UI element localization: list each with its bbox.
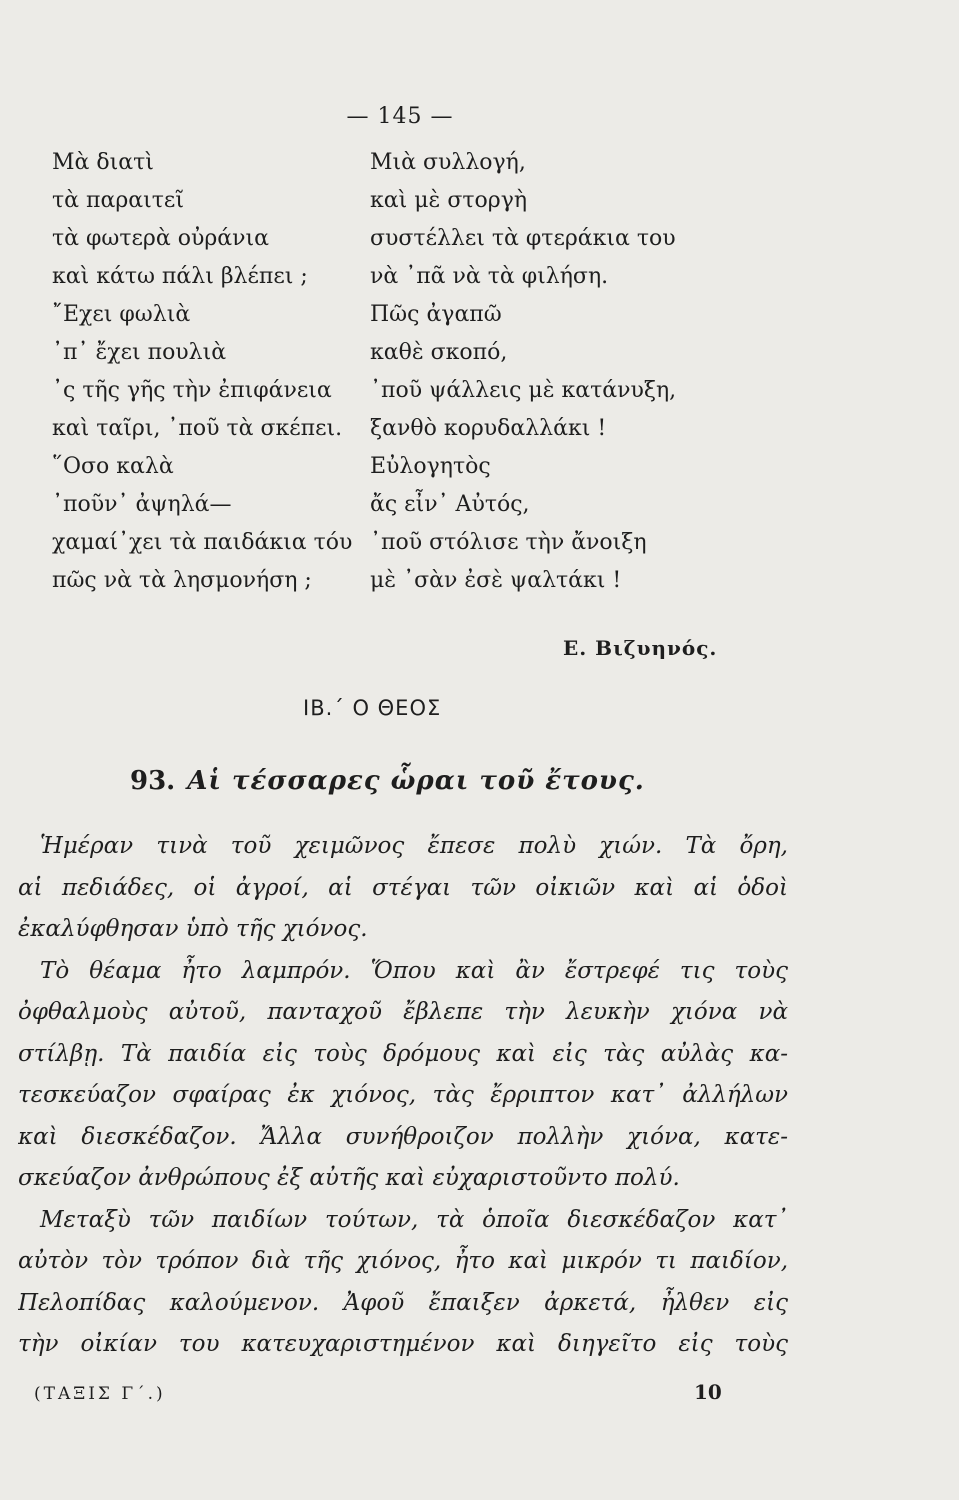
prose-line: τὴν οἰκίαν του κατευχαριστημένον καὶ διηγεῖτο εἰς τοὺς bbox=[18, 1331, 788, 1357]
poem-line: ᾽ποῦν᾽ ἀψηλά— bbox=[52, 492, 232, 517]
poem-line: τὰ φωτερὰ οὐράνια bbox=[52, 226, 269, 251]
poem-line: Μιὰ συλλογή, bbox=[370, 150, 526, 175]
prose-line: ὀφθαλμοὺς αὐτοῦ, πανταχοῦ ἔβλεπε τὴν λευκὴν χιόνα νὰ bbox=[18, 999, 788, 1025]
poem-line: καθὲ σκοπό, bbox=[370, 340, 508, 365]
poem-author: Ε. Βιζυηνός. bbox=[563, 636, 718, 660]
poem-line: χαμαί᾽χει τὰ παιδάκια τόυ bbox=[52, 530, 353, 555]
poem-line: ῞Οσο καλὰ bbox=[52, 454, 174, 479]
poem-line: ᾽ποῦ στόλισε τὴν ἄνοιξη bbox=[370, 530, 647, 555]
poem-line: καὶ κάτω πάλι βλέπει ; bbox=[52, 264, 308, 289]
story-number: 93. bbox=[130, 766, 176, 796]
poem-line: καὶ ταῖρι, ᾽ποῦ τὰ σκέπει. bbox=[52, 416, 343, 441]
prose-line: αὐτὸν τὸν τρόπον διὰ τῆς χιόνος, ἦτο καὶ μικρόν τι παιδίον, bbox=[18, 1248, 788, 1274]
poem-line: Εὐλογητὸς bbox=[370, 454, 491, 479]
prose-line: ἐκαλύφθησαν ὑπὸ τῆς χιόνος. bbox=[18, 916, 368, 942]
signature-number: 10 bbox=[694, 1380, 722, 1404]
poem-line: τὰ παραιτεῖ bbox=[52, 188, 184, 213]
poem-line: ῎Εχει φωλιὰ bbox=[52, 302, 191, 327]
poem-line: Πῶς ἀγαπῶ bbox=[370, 302, 502, 327]
poem-line: συστέλλει τὰ φτεράκια του bbox=[370, 226, 676, 251]
story-body bbox=[18, 826, 788, 1366]
prose-line: αἱ πεδιάδες, οἱ ἀγροί, αἱ στέγαι τῶν οἰκιῶν καὶ αἱ ὁδοὶ bbox=[18, 874, 788, 901]
prose-line: Μεταξὺ τῶν παιδίων τούτων, τὰ ὁποῖα διεσκέδαζον κατ᾽ bbox=[40, 1206, 788, 1233]
poem-line: καὶ μὲ στοργὴ bbox=[370, 188, 528, 213]
poem-left-column bbox=[52, 144, 382, 600]
story-title-text: Αἱ τέσσαρες ὧραι τοῦ ἔτους. bbox=[187, 766, 645, 796]
prose-line: καὶ διεσκέδαζον. Ἄλλα συνήθροιζον πολλὴν χιόνα, κατε- bbox=[18, 1123, 788, 1150]
poem-line: ᾽ποῦ ψάλλεις μὲ κατάνυξη, bbox=[370, 378, 677, 403]
poem-line: πῶς νὰ τὰ λησμονήση ; bbox=[52, 568, 312, 593]
prose-line: τεσκεύαζον σφαίρας ἐκ χιόνος, τὰς ἔρριπτον κατ᾽ ἀλλήλων bbox=[18, 1082, 788, 1108]
signature-mark: (ΤΑΞΙΣ Γ΄.) bbox=[34, 1384, 166, 1404]
prose-line: στίλβῃ. Τὰ παιδία εἰς τοὺς δρόμους καὶ εἰς τὰς αὐλὰς κα- bbox=[18, 1040, 788, 1067]
prose-line: Τὸ θέαμα ἦτο λαμπρόν. Ὅπου καὶ ἂν ἔστρεφέ τις τοὺς bbox=[40, 957, 788, 984]
prose-line: Πελοπίδας καλούμενον. Ἀφοῦ ἔπαιξεν ἀρκετά, ἦλθεν εἰς bbox=[18, 1289, 788, 1316]
poem-line: ᾽ς τῆς γῆς τὴν ἐπιφάνεια bbox=[52, 378, 332, 403]
poem-line: ἄς εἶν᾽ Αὐτός, bbox=[370, 492, 530, 517]
poem-line: ᾽π᾽ ἔχει πουλιὰ bbox=[52, 340, 227, 365]
poem-right-column bbox=[370, 144, 730, 600]
page-number: — 145 — bbox=[346, 104, 454, 129]
prose-line: Ἡμέραν τινὰ τοῦ χειμῶνος ἔπεσε πολὺ χιών. Τὰ ὄρη, bbox=[40, 833, 788, 859]
prose-line: σκεύαζον ἀνθρώπους ἐξ αὐτῆς καὶ εὐχαριστοῦντο πολύ. bbox=[18, 1165, 680, 1191]
section-heading: ΙΒ.΄ Ο ΘΕΟΣ bbox=[303, 696, 442, 720]
poem-line: ξανθὸ κορυδαλλάκι ! bbox=[370, 416, 607, 441]
poem-line: Μὰ διατὶ bbox=[52, 150, 154, 175]
story-title bbox=[130, 766, 645, 796]
poem-line: μὲ ᾽σὰν ἐσὲ ψαλτάκι ! bbox=[370, 568, 622, 593]
poem-line: νὰ ᾽πᾶ νὰ τὰ φιλήση. bbox=[370, 264, 609, 289]
